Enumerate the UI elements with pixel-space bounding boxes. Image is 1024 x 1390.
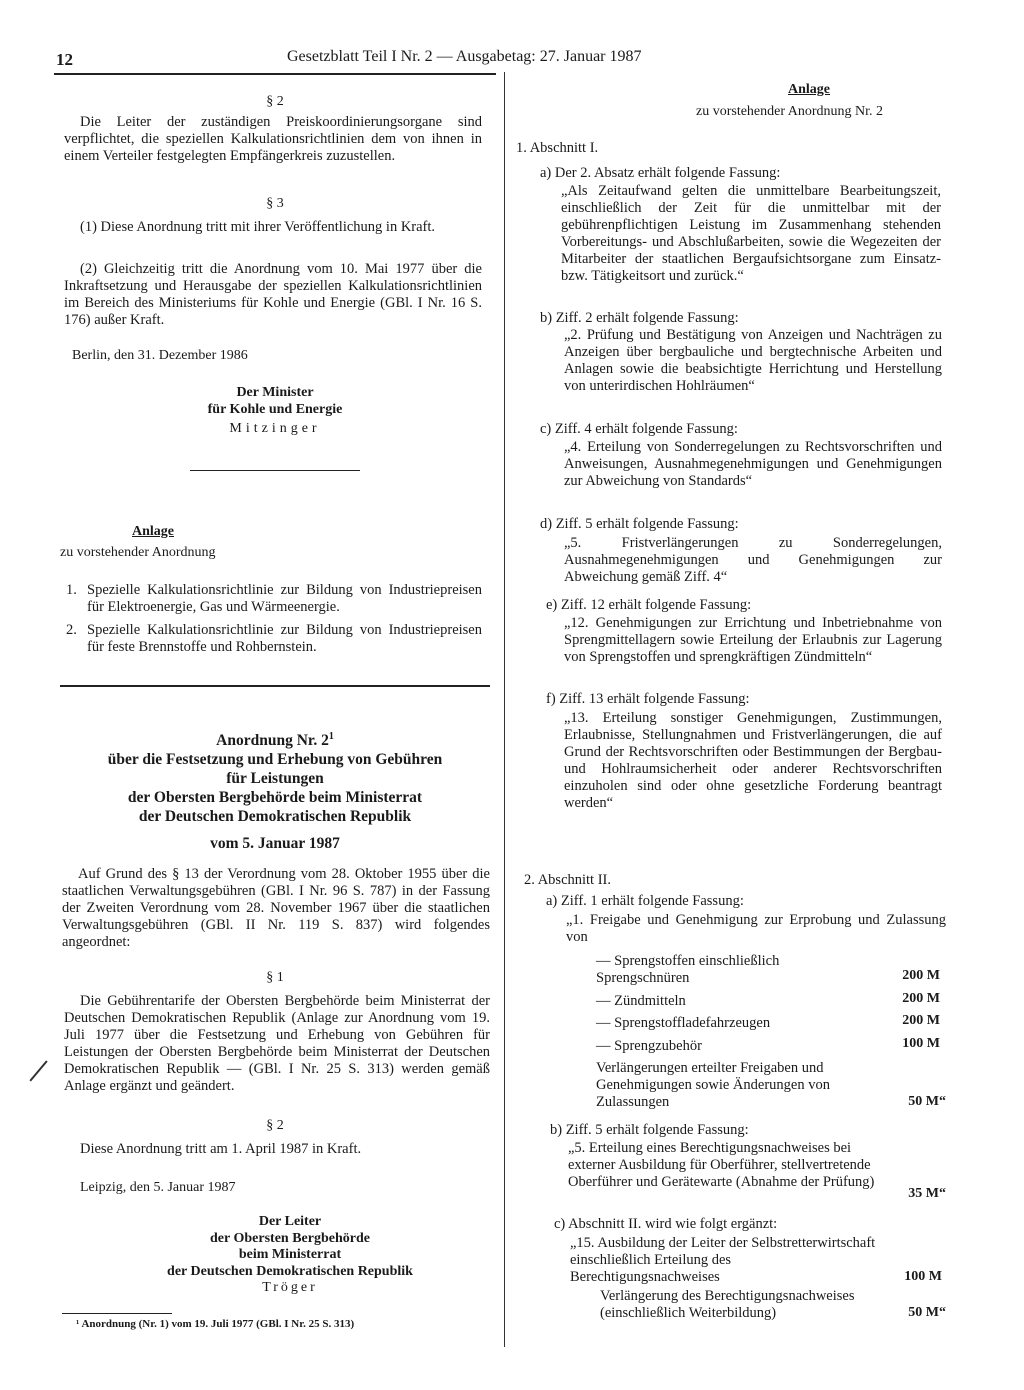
item-2c-extension: Verlängerung des Berechtigungsnachweises (einschließlich Weiterbildung)	[600, 1288, 855, 1321]
item-2c-text: „15. Ausbildung der Leiter der Selbstretterwirtschaft einschließlich Erteilung des Berechtigungsnachweises	[570, 1235, 876, 1285]
section-2-title: § 2	[266, 94, 284, 109]
ordinance-title-text: Anordnung Nr. 2	[216, 732, 329, 750]
item-1f-text: „13. Erteilung sonstiger Genehmigungen, Zustimmungen, Erlaubnisse, Stellungnahmen und Fristverlängerungen, die auf Grund der Rechtsvorschriften oder Bestimmungen der Bergbau- und Hohlraumsicherheit oder anderer Rechtsvorschriften einzuholen sind oder ohne gesetzliche Forderung beantragt werden“	[564, 710, 942, 811]
item-1e-text: „12. Genehmigungen zur Errichtung und Inbetriebnahme von Sprengmittellagern sowie Erteilung der Erlaubnis zur Lagerung von Sprengstoffen und sprengkräftigen Zündmitteln“	[564, 615, 942, 665]
anlage-item-num: 1.	[66, 582, 77, 598]
section-3-para-1: (1) Diese Anordnung tritt mit ihrer Veröffentlichung in Kraft.	[80, 219, 436, 235]
place-date: Berlin, den 31. Dezember 1986	[72, 348, 248, 363]
fee-item-amount: 100 M	[902, 1036, 940, 1051]
ordinance-signatory-name: Tröger	[262, 1280, 318, 1295]
section-1-heading: 1. Abschnitt I.	[516, 140, 599, 156]
signature-rule	[190, 470, 360, 471]
item-1c-heading: c) Ziff. 4 erhält folgende Fassung:	[540, 421, 738, 437]
ordinance-section-2-title: § 2	[266, 1118, 284, 1133]
footnote-marker: 1	[328, 731, 334, 742]
ordinance-title-line-2: über die Festsetzung und Erhebung von Gebühren	[107, 751, 443, 769]
section-3-title: § 3	[266, 196, 284, 211]
item-1d-text: „5. Fristverlängerungen zu Sonderregelungen, Ausnahmegenehmigungen und Genehmigungen zur Abweichung gemäß Ziff. 4“	[564, 535, 942, 585]
page-number: 12	[56, 50, 73, 69]
fee-item-label: — Sprengstoffen einschließlich Sprengschnüren	[596, 953, 780, 986]
ordinance-intro: Auf Grund des § 13 der Verordnung vom 28. Oktober 1955 über die staatlichen Verwaltungsgebühren (GBl. I Nr. 96 S. 787) in der Fassung der Zweiten Verordnung vom 28. November 1967 über die staatlichen Verwaltungsgebühren (GBl. II Nr. 119 S. 837) wird folgendes angeordnet:	[62, 866, 490, 950]
item-1b-heading: b) Ziff. 2 erhält folgende Fassung:	[540, 310, 739, 326]
ordinance-signatory	[100, 1214, 480, 1297]
item-2b-heading: b) Ziff. 5 erhält folgende Fassung:	[550, 1122, 749, 1138]
fee-item-label: — Sprengstoffladefahrzeugen	[596, 1015, 771, 1031]
anlage-heading: Anlage	[132, 524, 174, 539]
ordinance-title-line-1	[60, 727, 490, 750]
ordinance-section-1-text: Die Gebührentarife der Obersten Bergbehörde beim Ministerrat der Deutschen Demokratischen Republik (Anlage zur Anordnung vom 19. Juli 1977 über die Festsetzung und Erhebung von Gebühren für Leistungen der Obersten Bergbehörde beim Ministerrat der Deutschen Demokratischen Republik — (GBl. I Nr. 25 S. 313) werden gemäß Anlage ergänzt und geändert.	[64, 993, 490, 1094]
item-2b-amount: 35 M“	[908, 1186, 946, 1201]
fee-item-label: — Zündmitteln	[596, 993, 686, 1009]
column-rule	[504, 72, 505, 1347]
ordinance-signatory-line: der Deutschen Demokratischen Republik	[167, 1263, 413, 1279]
signatory-title-1: Der Minister	[236, 385, 314, 400]
ordinance-title-line-4: der Obersten Bergbehörde beim Ministerrat	[127, 789, 423, 807]
item-2b-text: „5. Erteilung eines Berechtigungsnachweises bei externer Ausbildung für Oberführer, stellvertretende Oberführer und Gerätewarte (Abnahme der Prüfung)	[568, 1140, 875, 1190]
ordinance-section-1-title: § 1	[266, 970, 284, 985]
header-rule	[54, 73, 496, 75]
fee-item-amount: 200 M	[902, 968, 940, 983]
item-1c-text: „4. Erteilung von Sonderregelungen zu Rechtsvorschriften und Anweisungen, Ausnahmegenehmigungen und Genehmigungen zur Abweichung von Standards“	[564, 439, 942, 489]
item-2a-heading: a) Ziff. 1 erhält folgende Fassung:	[546, 893, 744, 909]
gazette-header: Gesetzblatt Teil I Nr. 2 — Ausgabetag: 27. Januar 1987	[287, 48, 642, 65]
margin-mark	[29, 1060, 47, 1081]
item-2a-extension-amount: 50 M“	[908, 1094, 946, 1109]
item-1a-text: „Als Zeitaufwand gelten die unmittelbare Bearbeitungszeit, einschließlich der Zeit für die unmittelbar mit der gebührenpflichtigen Leistung im Zusammenhang stehenden Vorbereitungs- und Abschlußarbeiten, sowie die Wegezeiten der Mitarbeiter der staatlichen Bergaufsichtsorgane zum Einsatz- bzw. Tätigkeitsort und zurück.“	[561, 183, 941, 284]
fee-item-amount: 200 M	[902, 991, 940, 1006]
footnote-rule	[62, 1313, 172, 1314]
ordinance-signatory-line: Der Leiter	[258, 1214, 322, 1229]
item-1a-heading: a) Der 2. Absatz erhält folgende Fassung:	[540, 165, 781, 181]
item-2c-amount: 100 M	[904, 1269, 942, 1284]
ordinance-title-line-3: für Leistungen	[226, 770, 324, 788]
item-2c-extension-amount: 50 M“	[908, 1305, 946, 1320]
anlage-subheading: zu vorstehender Anordnung	[60, 545, 216, 560]
ordinance-date: vom 5. Januar 1987	[210, 835, 340, 853]
anlage-item-text: Spezielle Kalkulationsrichtlinie zur Bildung von Industriepreisen für feste Brennstoffe und Rohbernstein.	[87, 622, 482, 655]
signatory-name: Mitzinger	[229, 421, 321, 436]
section-divider	[60, 685, 490, 687]
ordinance-signatory-line: der Obersten Bergbehörde	[210, 1230, 370, 1246]
section-3-para-2: (2) Gleichzeitig tritt die Anordnung vom 10. Mai 1977 über die Inkraftsetzung und Herausgabe der speziellen Kalkulationsrichtlinien im Bereich des Ministeriums für Kohle und Energie (GBl. I Nr. 16 S. 176) außer Kraft.	[64, 261, 482, 328]
ordinance-title-line-5: der Deutschen Demokratischen Republik	[138, 808, 412, 826]
ordinance-signatory-line: beim Ministerrat	[238, 1247, 342, 1262]
signatory-title-2: für Kohle und Energie	[207, 402, 343, 417]
item-1f-heading: f) Ziff. 13 erhält folgende Fassung:	[546, 691, 750, 707]
item-1e-heading: e) Ziff. 12 erhält folgende Fassung:	[546, 597, 752, 613]
item-1d-heading: d) Ziff. 5 erhält folgende Fassung:	[540, 516, 739, 532]
ordinance-section-2-text: Diese Anordnung tritt am 1. April 1987 in Kraft.	[80, 1141, 362, 1157]
item-1b-text: „2. Prüfung und Bestätigung von Anzeigen und Nachträgen zu Anzeigen über bergbauliche und bergtechnische Arbeiten und Anlagen sowie die beabsichtigte Herrichtung und Herstellung von unterirdischen Hohlräumen“	[564, 327, 942, 394]
anlage-item-num: 2.	[66, 622, 77, 638]
section-2-heading: 2. Abschnitt II.	[524, 872, 611, 888]
ordinance-title	[60, 727, 490, 853]
right-anlage-heading: Anlage	[788, 82, 830, 97]
ordinance-place-date: Leipzig, den 5. Januar 1987	[80, 1180, 236, 1195]
fee-item-label: — Sprengzubehör	[596, 1038, 702, 1054]
anlage-item-text: Spezielle Kalkulationsrichtlinie zur Bildung von Industriepreisen für Elektroenergie, Gas und Wärmeenergie.	[87, 582, 482, 615]
item-2a-text: „1. Freigabe und Genehmigung zur Erprobung und Zulassung von	[566, 912, 946, 945]
fee-item-amount: 200 M	[902, 1013, 940, 1028]
section-2-text: Die Leiter der zuständigen Preiskoordinierungsorgane sind verpflichtet, die speziellen Kalkulationsrichtlinien dem von ihnen in einem Verteiler festgelegten Empfängerkreis zuzustellen.	[64, 114, 482, 164]
item-2a-extension: Verlängerungen erteilter Freigaben und Genehmigungen sowie Änderungen von Zulassungen	[596, 1060, 830, 1110]
item-2c-heading: c) Abschnitt II. wird wie folgt ergänzt:	[554, 1216, 778, 1232]
footnote: ¹ Anordnung (Nr. 1) vom 19. Juli 1977 (GBl. I Nr. 25 S. 313)	[76, 1318, 355, 1330]
right-anlage-subheading: zu vorstehender Anordnung Nr. 2	[696, 104, 884, 119]
